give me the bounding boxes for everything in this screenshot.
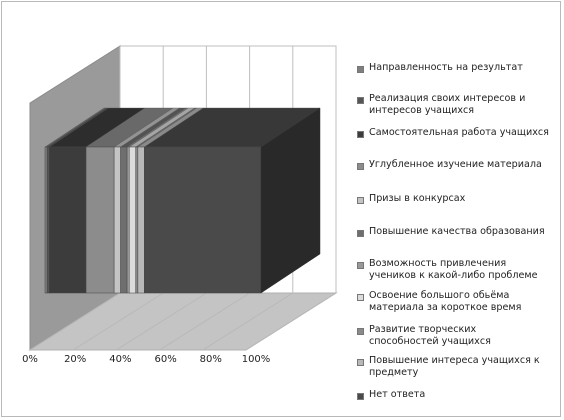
legend-item (357, 355, 549, 379)
legend-swatch (357, 197, 364, 204)
bar-segment (127, 147, 129, 293)
x-tick-label: 40% (109, 354, 132, 365)
x-tick-label: 100% (241, 354, 271, 365)
x-tick-label: 80% (199, 354, 222, 365)
bar-segment (144, 147, 261, 293)
legend-item (357, 127, 549, 139)
bar-segment (138, 147, 144, 293)
legend-label: Направленность на результат (369, 62, 523, 73)
legend-swatch (357, 359, 364, 366)
legend-item (357, 389, 549, 401)
legend-swatch (357, 262, 364, 269)
bar-segment (114, 147, 120, 293)
legend-item (357, 159, 549, 171)
legend-label: Освоение большого обьёма материала за короткое время (369, 290, 522, 313)
bar-segment (129, 147, 135, 293)
legend-swatch (357, 230, 364, 237)
legend-item (357, 290, 549, 314)
x-tick-label: 0% (22, 354, 38, 365)
chart-frame (1, 1, 561, 417)
legend-label: Самостоятельная работа учащихся (369, 127, 549, 138)
x-tick-label: 20% (64, 354, 87, 365)
legend-label: Реализация своих интересов и интересов учащихся (369, 93, 526, 116)
legend-label: Нет ответа (369, 389, 426, 400)
legend-label: Возможность привлечения учеников к какой-либо проблеме (369, 258, 538, 281)
bar-segment (49, 147, 86, 293)
bar-segment (136, 147, 138, 293)
bar-segment (121, 147, 127, 293)
legend-label: Повышение интереса учащихся к предмету (369, 355, 540, 378)
legend-swatch (357, 294, 364, 301)
x-tick-label: 60% (154, 354, 177, 365)
legend-label: Развитие творческих способностей учащихся (369, 324, 491, 347)
legend-item (357, 226, 549, 238)
legend-label: Повышение качества образования (369, 226, 545, 237)
bar-segment (47, 147, 49, 293)
legend-item (357, 62, 549, 74)
legend-swatch (357, 66, 364, 73)
legend-label: Призы в конкурсах (369, 193, 466, 204)
legend-label: Углубленное изучение материала (369, 159, 542, 170)
legend-item (357, 193, 549, 205)
legend-swatch (357, 163, 364, 170)
legend-item (357, 258, 549, 282)
legend-swatch (357, 131, 364, 138)
legend-swatch (357, 97, 364, 104)
bar-segment (45, 147, 47, 293)
legend-swatch (357, 393, 364, 400)
bar-segment (86, 147, 114, 293)
legend-item (357, 93, 549, 117)
legend-item (357, 324, 549, 348)
legend-swatch (357, 328, 364, 335)
